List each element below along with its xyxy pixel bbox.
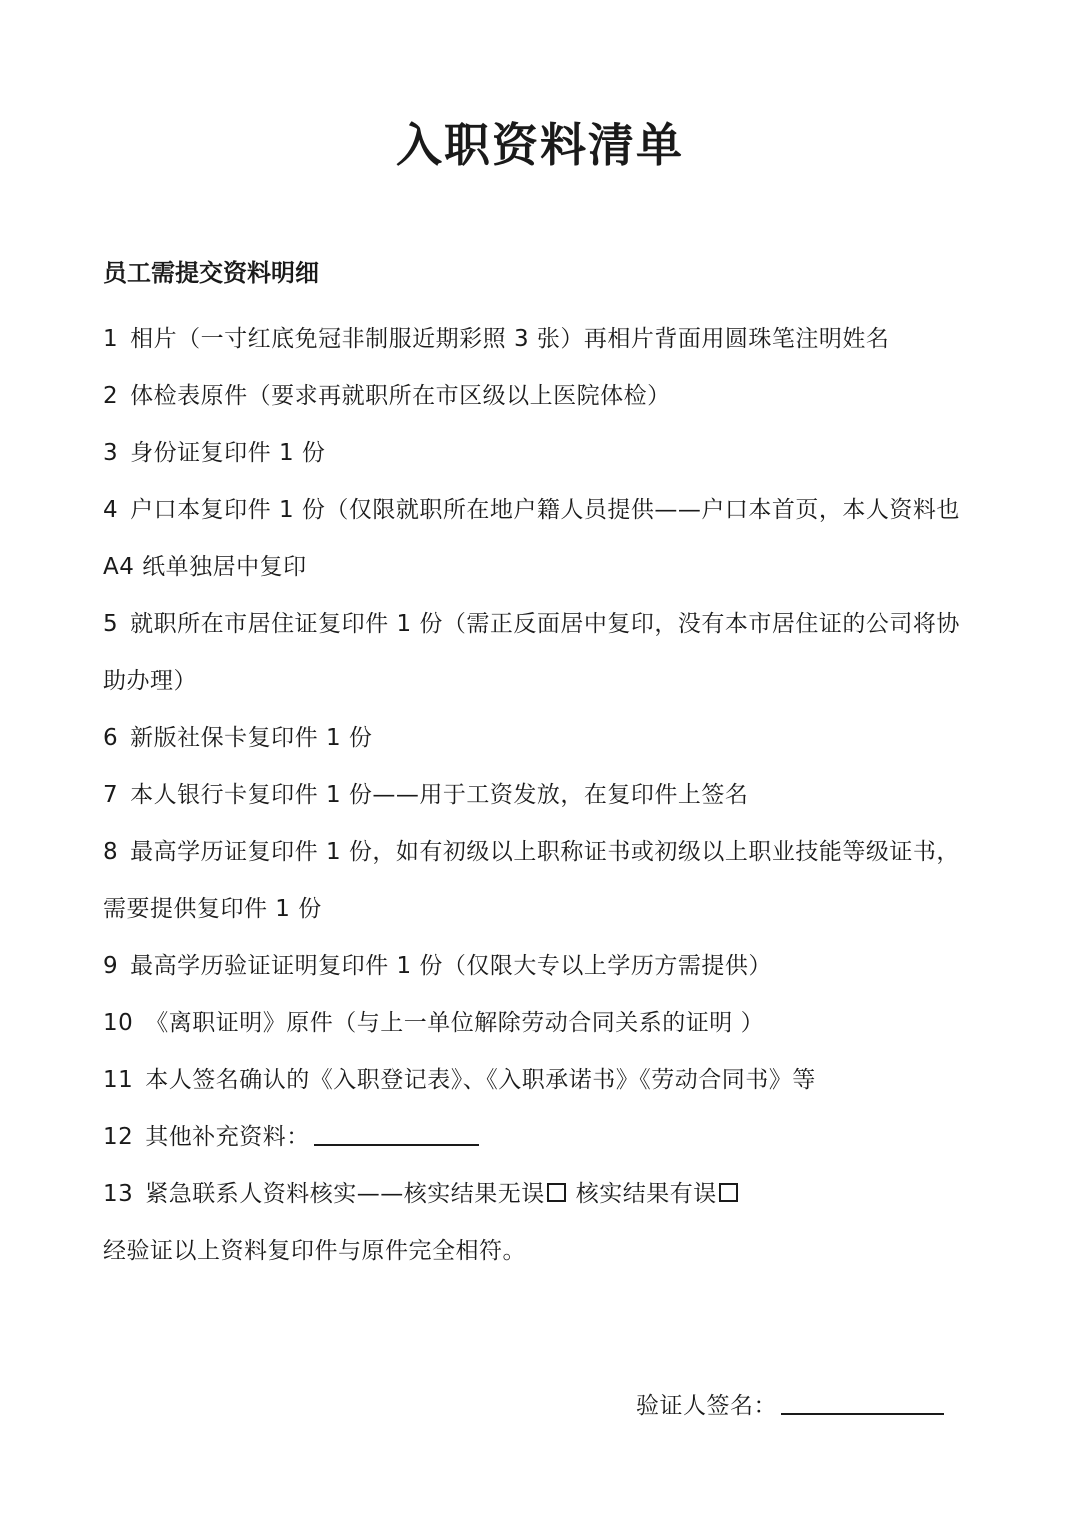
list-item [103, 425, 983, 482]
item-number: 10 [103, 1010, 134, 1036]
list-item [103, 1052, 983, 1109]
option-label-incorrect: 核实结果有误 [575, 1181, 717, 1207]
supplementary-blank-line[interactable] [314, 1118, 479, 1146]
item-text: 就职所在市居住证复印件 1 份（需正反面居中复印，没有本市居住证的公司将协助办理） [103, 611, 960, 694]
list-item [103, 824, 983, 938]
item-number: 12 [103, 1124, 134, 1150]
item-text: 最高学历证复印件 1 份，如有初级以上职称证书或初级以上职业技能等级证书，需要提供复印件 1 份 [103, 839, 960, 922]
page-title: 入职资料清单 [396, 118, 684, 172]
item-number: 13 [103, 1181, 134, 1207]
list-item-emergency-contact [103, 1166, 983, 1223]
section-heading: 员工需提交资料明细 [103, 259, 319, 287]
item-number: 9 [103, 953, 119, 979]
list-item [103, 311, 983, 368]
checkbox-incorrect[interactable] [719, 1183, 738, 1202]
item-text: 紧急联系人资料核实——核实结果无误 [145, 1181, 545, 1207]
item-text: 户口本复印件 1 份（仅限就职所在地户籍人员提供——户口本首页，本人资料也 A4 纸单独居中复印 [103, 497, 960, 580]
item-number: 1 [103, 326, 119, 352]
item-text: 体检表原件（要求再就职所在市区级以上医院体检） [130, 383, 671, 409]
item-text: 其他补充资料： [145, 1124, 310, 1150]
signature-line [636, 1387, 944, 1424]
item-number: 5 [103, 611, 119, 637]
list-item [103, 767, 983, 824]
item-text: 本人签名确认的《入职登记表》、《入职承诺书》《劳动合同书》等 [145, 1067, 816, 1093]
signature-label: 验证人签名： [636, 1393, 777, 1419]
item-number: 6 [103, 725, 119, 751]
item-text: 本人银行卡复印件 1 份——用于工资发放，在复印件上签名 [130, 782, 749, 808]
list-item [103, 482, 983, 596]
list-item-supplementary [103, 1109, 983, 1166]
item-number: 7 [103, 782, 119, 808]
checkbox-correct[interactable] [547, 1183, 566, 1202]
list-item [103, 596, 983, 710]
list-item [103, 710, 983, 767]
item-number: 11 [103, 1067, 134, 1093]
item-number: 4 [103, 497, 119, 523]
item-text: 相片（一寸红底免冠非制服近期彩照 3 张）再相片背面用圆珠笔注明姓名 [130, 326, 890, 352]
item-text: 《离职证明》原件（与上一单位解除劳动合同关系的证明 ） [145, 1010, 765, 1036]
list-item [103, 995, 983, 1052]
item-number: 8 [103, 839, 119, 865]
item-text: 新版社保卡复印件 1 份 [130, 725, 373, 751]
item-text: 最高学历验证证明复印件 1 份（仅限大专以上学历方需提供） [130, 953, 772, 979]
item-text: 身份证复印件 1 份 [130, 440, 326, 466]
list-item [103, 938, 983, 995]
checklist [103, 311, 983, 1280]
item-number: 3 [103, 440, 119, 466]
list-item [103, 368, 983, 425]
signature-blank-line[interactable] [781, 1387, 944, 1415]
closing-statement: 经验证以上资料复印件与原件完全相符。 [103, 1238, 526, 1264]
item-number: 2 [103, 383, 119, 409]
